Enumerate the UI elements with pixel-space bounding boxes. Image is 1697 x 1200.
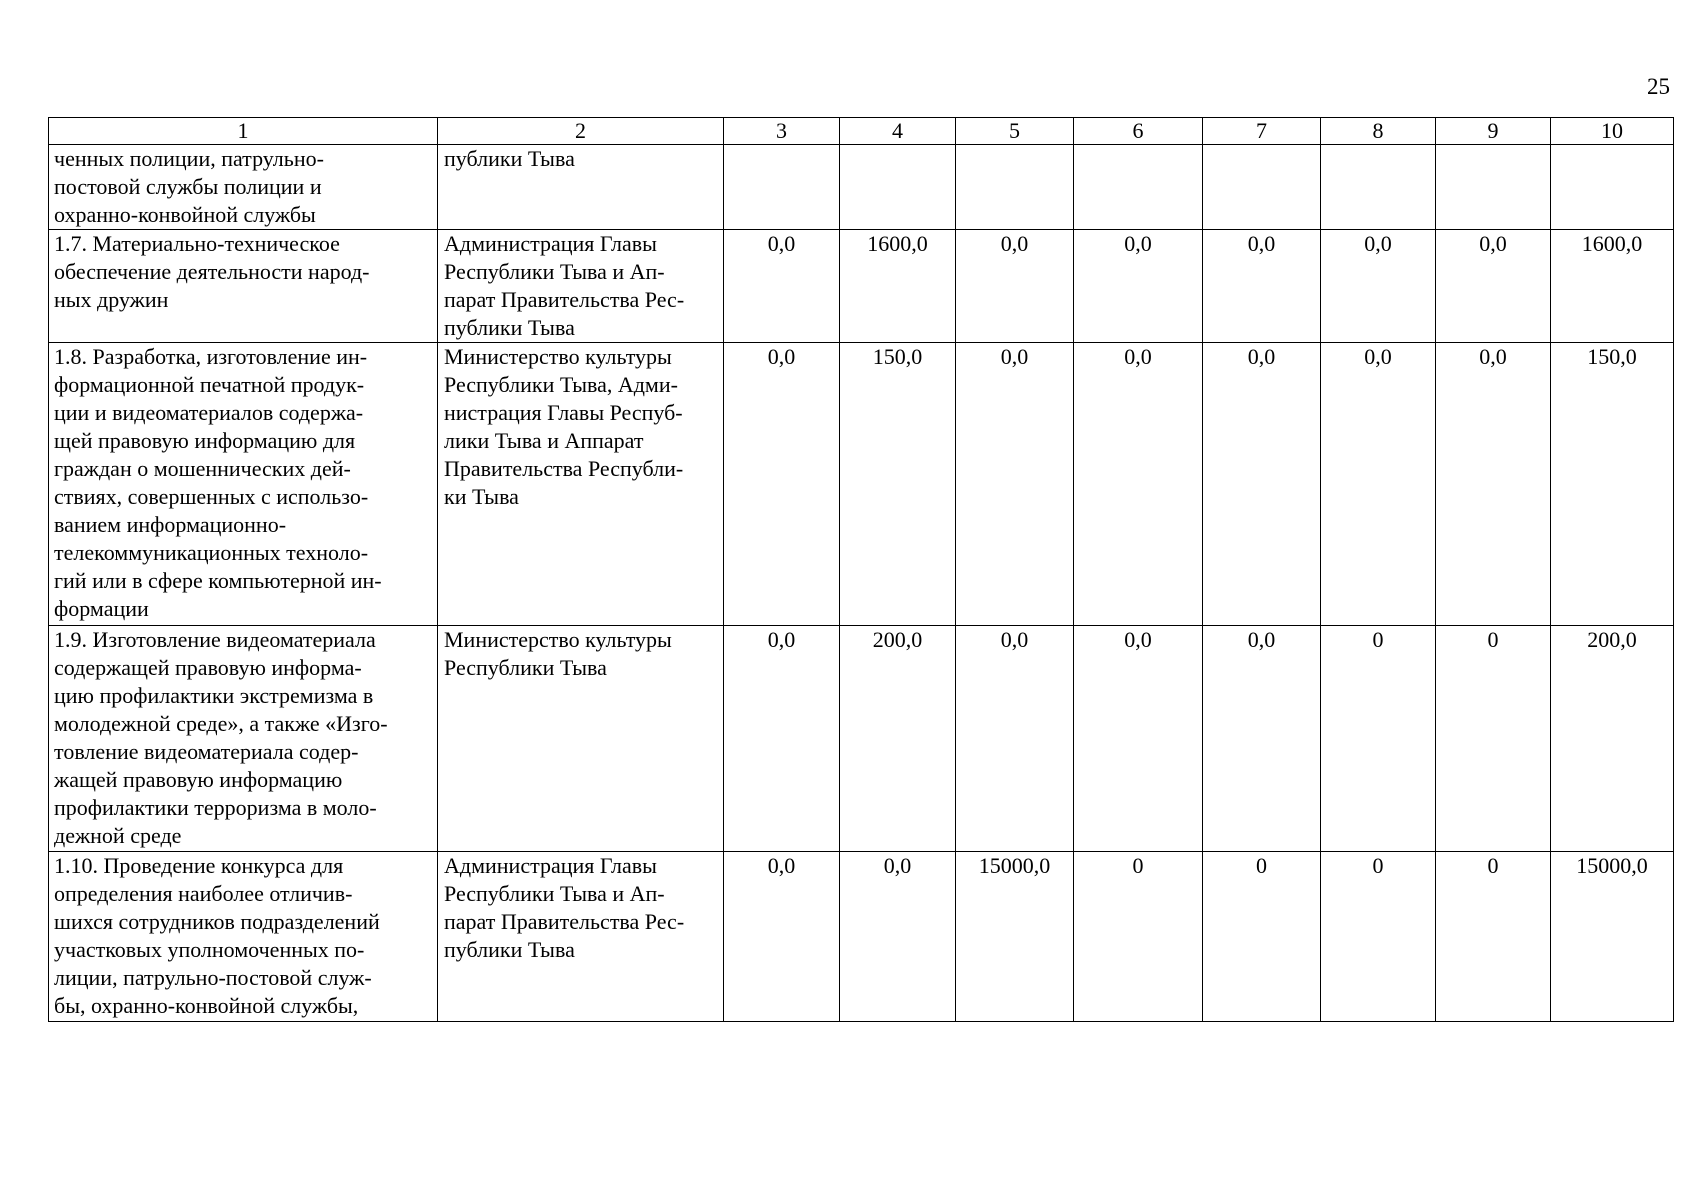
column-header: 9 bbox=[1436, 118, 1551, 145]
value-cell bbox=[1203, 145, 1321, 230]
value-cell: 150,0 bbox=[840, 343, 956, 626]
value-cell: 0,0 bbox=[724, 230, 840, 343]
value-cell: 15000,0 bbox=[956, 852, 1074, 1022]
value-cell: 0 bbox=[1074, 852, 1203, 1022]
executor-cell: Администрация Главы Республики Тыва и Ап- парат Правительства Рес- публики Тыва bbox=[438, 852, 724, 1022]
value-cell bbox=[840, 145, 956, 230]
table-row bbox=[49, 230, 1674, 343]
column-header: 4 bbox=[840, 118, 956, 145]
value-cell: 0,0 bbox=[724, 852, 840, 1022]
value-cell: 0 bbox=[1321, 852, 1436, 1022]
value-cell: 0,0 bbox=[1074, 230, 1203, 343]
column-header: 2 bbox=[438, 118, 724, 145]
value-cell bbox=[956, 145, 1074, 230]
value-cell: 0,0 bbox=[1074, 343, 1203, 626]
value-cell bbox=[1074, 145, 1203, 230]
executor-cell: Министерство культуры Республики Тыва bbox=[438, 626, 724, 852]
column-header: 6 bbox=[1074, 118, 1203, 145]
executor-cell: публики Тыва bbox=[438, 145, 724, 230]
value-cell bbox=[1321, 145, 1436, 230]
column-header: 8 bbox=[1321, 118, 1436, 145]
value-cell: 0,0 bbox=[1203, 230, 1321, 343]
table-row bbox=[49, 145, 1674, 230]
table-row bbox=[49, 852, 1674, 1022]
value-cell: 0,0 bbox=[724, 343, 840, 626]
table-row bbox=[49, 626, 1674, 852]
table-row bbox=[49, 343, 1674, 626]
value-cell: 0,0 bbox=[956, 230, 1074, 343]
value-cell bbox=[1436, 145, 1551, 230]
value-cell: 1600,0 bbox=[1551, 230, 1674, 343]
value-cell: 0,0 bbox=[1321, 343, 1436, 626]
value-cell: 0,0 bbox=[724, 626, 840, 852]
value-cell: 0,0 bbox=[1436, 343, 1551, 626]
value-cell bbox=[724, 145, 840, 230]
column-header: 7 bbox=[1203, 118, 1321, 145]
value-cell: 0,0 bbox=[1203, 626, 1321, 852]
executor-cell: Администрация Главы Республики Тыва и Ап- парат Правительства Рес- публики Тыва bbox=[438, 230, 724, 343]
value-cell: 0,0 bbox=[956, 343, 1074, 626]
value-cell: 0 bbox=[1203, 852, 1321, 1022]
column-header: 5 bbox=[956, 118, 1074, 145]
activity-cell: 1.10. Проведение конкурса для определения наиболее отличив- шихся сотрудников подразделений участковых уполномоченных по- лиции, патрульно-постовой служ- бы, охранно-конвойной службы, bbox=[49, 852, 438, 1022]
value-cell: 0,0 bbox=[1436, 230, 1551, 343]
value-cell: 0,0 bbox=[840, 852, 956, 1022]
value-cell: 150,0 bbox=[1551, 343, 1674, 626]
value-cell: 0,0 bbox=[1321, 230, 1436, 343]
value-cell: 200,0 bbox=[1551, 626, 1674, 852]
activity-cell: 1.8. Разработка, изготовление ин- формационной печатной продук- ции и видеоматериалов содержа- щей правовую информацию для граждан о мошеннических дей- ствиях, совершенных с использо- ванием информационно- телекоммуникационных техноло- гий или в сфере компьютерной ин- формации bbox=[49, 343, 438, 626]
value-cell: 0,0 bbox=[1074, 626, 1203, 852]
value-cell: 0 bbox=[1321, 626, 1436, 852]
executor-cell: Министерство культуры Республики Тыва, Адми- нистрация Главы Респуб- лики Тыва и Аппарат Правительства Республи- ки Тыва bbox=[438, 343, 724, 626]
activity-cell: 1.7. Материально-техническое обеспечение деятельности народ- ных дружин bbox=[49, 230, 438, 343]
page-number: 25 bbox=[1647, 74, 1670, 99]
value-cell: 200,0 bbox=[840, 626, 956, 852]
budget-table bbox=[48, 117, 1674, 1022]
value-cell: 0,0 bbox=[1203, 343, 1321, 626]
column-header: 10 bbox=[1551, 118, 1674, 145]
value-cell bbox=[1551, 145, 1674, 230]
column-header: 3 bbox=[724, 118, 840, 145]
activity-cell: ченных полиции, патрульно- постовой службы полиции и охранно-конвойной службы bbox=[49, 145, 438, 230]
activity-cell: 1.9. Изготовление видеоматериала содержащей правовую информа- цию профилактики экстремизма в молодежной среде», а также «Изго- товление видеоматериала содер- жащей правовую информацию профилактики терроризма в моло- дежной среде bbox=[49, 626, 438, 852]
value-cell: 1600,0 bbox=[840, 230, 956, 343]
value-cell: 0 bbox=[1436, 626, 1551, 852]
column-header: 1 bbox=[49, 118, 438, 145]
value-cell: 15000,0 bbox=[1551, 852, 1674, 1022]
value-cell: 0,0 bbox=[956, 626, 1074, 852]
value-cell: 0 bbox=[1436, 852, 1551, 1022]
table-header-row bbox=[49, 118, 1674, 145]
